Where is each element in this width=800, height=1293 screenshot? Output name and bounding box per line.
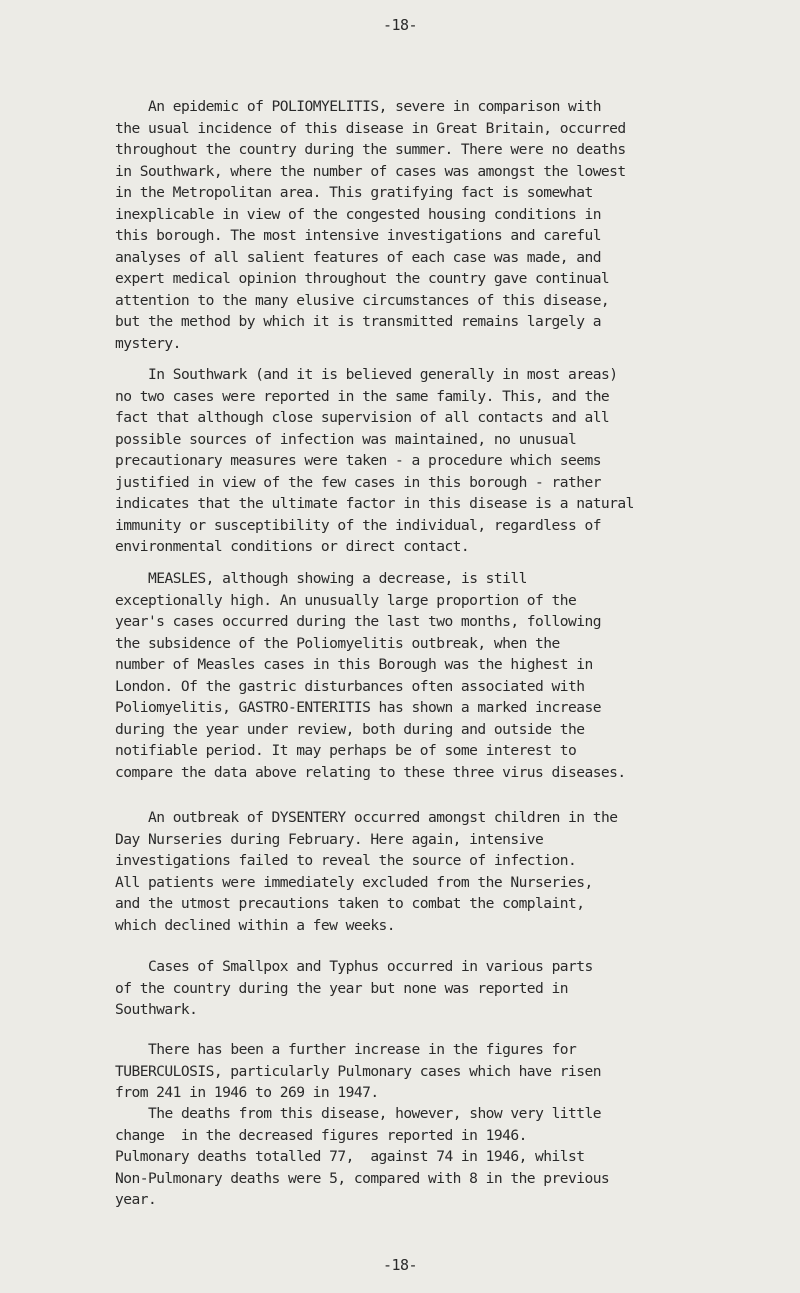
paragraph-smallpox-typhus [115, 956, 755, 1021]
text-line: no two cases were reported in the same family. This, and the [115, 387, 610, 405]
text-line: but the method by which it is transmitted remains largely a [115, 313, 601, 330]
text-line: An outbreak of DYSENTERY occurred amongst children in the [148, 809, 618, 826]
text-line: All patients were immediately excluded from the Nurseries, [115, 873, 593, 891]
text-line: possible sources of infection was maintained, no unusual [115, 430, 577, 448]
text-line: analyses of all salient features of each case was made, and [115, 248, 601, 266]
text-line: of the country during the year but none was reported in [115, 979, 568, 997]
text-line: compare the data above relating to these three virus diseases. [115, 763, 626, 781]
text-line: in Southwark, where the number of cases was amongst the lowest [115, 162, 626, 180]
paragraph-southwark-immunity [115, 364, 755, 558]
text-line: London. Of the gastric disturbances often associated with [115, 677, 585, 695]
text-line: inexplicable in view of the congested housing conditions in [115, 205, 601, 223]
text-line: mystery. [115, 334, 181, 352]
text-line: environmental conditions or direct contact. [115, 538, 470, 555]
text-line: number of Measles cases in this Borough was the highest in [115, 656, 593, 673]
text-line: fact that although close supervision of all contacts and all [115, 409, 610, 426]
page-number-top: -18- [383, 16, 417, 34]
text-line: An epidemic of POLIOMYELITIS, severe in comparison with [148, 98, 601, 115]
text-line: which declined within a few weeks. [115, 916, 396, 934]
text-line: investigations failed to reveal the source of infection. [115, 852, 577, 869]
text-line: notifiable period. It may perhaps be of some interest to [115, 742, 577, 759]
text-line: There has been a further increase in the figures for [148, 1041, 577, 1058]
paragraph-measles [115, 568, 755, 783]
text-line: exceptionally high. An unusually large proportion of the [115, 591, 577, 609]
text-line: indicates that the ultimate factor in this disease is a natural [115, 495, 634, 512]
text-line: In Southwark (and it is believed generally in most areas) [148, 366, 618, 383]
paragraph-tuberculosis [115, 1039, 755, 1104]
text-line: precautionary measures were taken - a procedure which seems [115, 452, 601, 469]
text-line: in the Metropolitan area. This gratifying fact is somewhat [115, 184, 593, 201]
text-line: and the utmost precautions taken to combat the complaint, [115, 895, 585, 912]
paragraph-dysentery [115, 807, 755, 936]
text-line: Southwark. [115, 1001, 198, 1018]
text-line: the usual incidence of this disease in Great Britain, occurred [115, 119, 626, 137]
text-line: this borough. The most intensive investigations and careful [115, 227, 601, 244]
text-line: expert medical opinion throughout the country gave continual [115, 270, 610, 287]
text-line: year. [115, 1191, 157, 1208]
text-line: Cases of Smallpox and Typhus occurred in various parts [148, 958, 593, 975]
paragraph-poliomyelitis [115, 96, 755, 354]
text-line: change in the decreased figures reported in 1946. [115, 1126, 527, 1144]
text-line: The deaths from this disease, however, show very little [148, 1105, 601, 1122]
text-line: the subsidence of the Poliomyelitis outbreak, when the [115, 634, 560, 652]
text-line: from 241 in 1946 to 269 in 1947. [115, 1084, 379, 1101]
text-line: TUBERCULOSIS, particularly Pulmonary cases which have risen [115, 1062, 601, 1080]
text-line: immunity or susceptibility of the individual, regardless of [115, 516, 601, 534]
page-number-bottom: -18- [383, 1256, 417, 1274]
text-line: throughout the country during the summer. There were no deaths [115, 141, 626, 158]
text-line: Day Nurseries during February. Here again, intensive [115, 830, 544, 848]
text-line: during the year under review, both during and outside the [115, 720, 585, 738]
text-line: Non-Pulmonary deaths were 5, compared with 8 in the previous [115, 1169, 610, 1187]
text-line: Pulmonary deaths totalled 77, against 74 in 1946, whilst [115, 1148, 585, 1165]
text-line: year's cases occurred during the last two months, following [115, 613, 601, 630]
text-line: attention to the many elusive circumstances of this disease, [115, 291, 610, 309]
text-line: MEASLES, although showing a decrease, is still [148, 570, 527, 587]
paragraph-tuberculosis-deaths [115, 1103, 755, 1211]
text-line: Poliomyelitis, GASTRO-ENTERITIS has shown a marked increase [115, 699, 601, 716]
text-line: justified in view of the few cases in this borough - rather [115, 473, 601, 491]
